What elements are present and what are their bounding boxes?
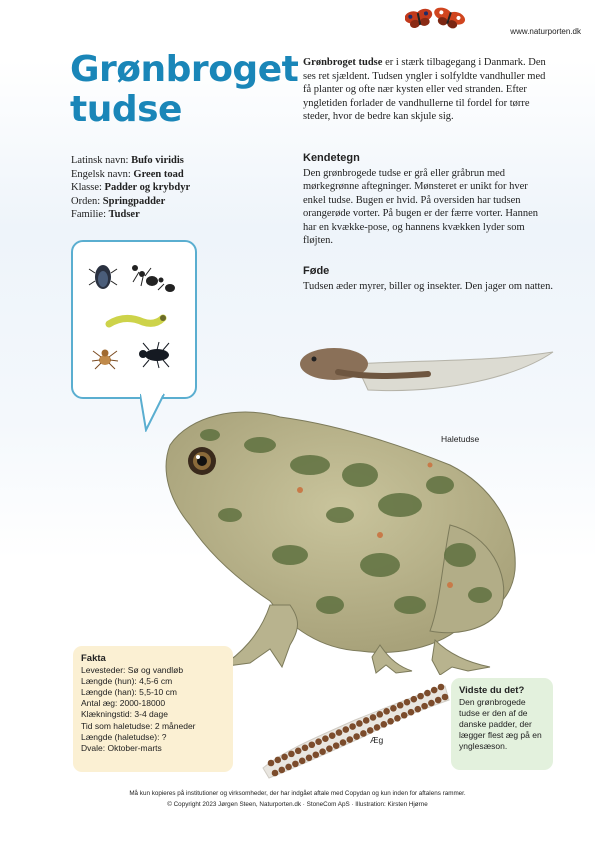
foede-text: Tudsen æder myrer, biller og insekter. Den jager om natten. xyxy=(303,280,553,292)
egg xyxy=(285,764,292,771)
egg xyxy=(299,758,306,765)
egg xyxy=(415,706,422,713)
egg xyxy=(397,702,404,709)
egg xyxy=(387,718,394,725)
egg xyxy=(272,770,279,777)
spider-icon xyxy=(92,350,118,370)
egg xyxy=(288,751,295,758)
eggs-illustration xyxy=(255,680,455,780)
egg xyxy=(394,715,401,722)
beetle-icon xyxy=(89,265,117,289)
fakta-box xyxy=(73,646,233,772)
fakta-line: Tid som haletudse: 2 måneder xyxy=(81,720,196,731)
did-you-know-box xyxy=(451,678,553,770)
page-title: Grønbroget tudse xyxy=(70,49,299,130)
english-name-row: Engelsk navn: Green toad xyxy=(71,168,184,180)
foede-heading: Føde xyxy=(303,265,330,277)
kendetegn-text: Den grønbrogede tudse er grå eller gråbrun med mørkegrønne aftegninger. Mønsteret er unikt for hver enkel tudse. Bugen er hvid. På oversiden har tudsen orangerøde vorter. På bugen er der færre vorter. Hannen har en kvække-pose, og hannens kvækken lyder som fløjten. xyxy=(303,167,538,246)
egg xyxy=(268,760,275,767)
egg xyxy=(306,755,313,762)
egg xyxy=(428,700,435,707)
toad-illustration xyxy=(150,405,530,675)
egg xyxy=(438,684,445,691)
larva-icon xyxy=(109,315,166,324)
egg xyxy=(424,690,431,697)
egg xyxy=(333,742,340,749)
egg xyxy=(322,735,329,742)
egg xyxy=(381,721,388,728)
egg xyxy=(367,727,374,734)
butterfly-icon xyxy=(405,6,467,32)
eggs-label: Æg xyxy=(370,735,384,745)
intro-paragraph xyxy=(303,56,553,124)
egg xyxy=(360,730,367,737)
kendetegn-heading: Kendetegn xyxy=(303,152,360,164)
egg xyxy=(336,729,343,736)
egg xyxy=(408,709,415,716)
fakta-line: Længde (haletudse): ? xyxy=(81,731,167,742)
egg xyxy=(363,717,370,724)
egg xyxy=(377,711,384,718)
egg xyxy=(279,767,286,774)
egg xyxy=(302,745,309,752)
fakta-line: Klækningstid: 3-4 dage xyxy=(81,709,168,720)
fakta-line: Længde (hun): 4,5-6 cm xyxy=(81,676,173,687)
copy-notice: Må kun kopieres på institutioner og virksomheder, der har indgået aftale med Copydan og kun inden for aftalens rammer. xyxy=(129,790,466,797)
egg xyxy=(435,697,442,704)
intro-bold: Grønbroget tudse xyxy=(303,57,383,68)
egg xyxy=(353,733,360,740)
egg xyxy=(404,699,411,706)
egg xyxy=(374,724,381,731)
egg xyxy=(390,705,397,712)
ground-beetle-icon xyxy=(139,342,169,368)
egg xyxy=(329,732,336,739)
egg xyxy=(349,723,356,730)
egg xyxy=(340,739,347,746)
egg xyxy=(315,738,322,745)
tadpole-label: Haletudse xyxy=(441,434,480,444)
foede-section xyxy=(303,265,553,293)
did-you-know-text: Den grønbrogede tudse er den af de danske padder, der lægger flest æg på en ynglesæson. xyxy=(459,697,542,751)
ant-icon xyxy=(132,265,158,286)
egg xyxy=(383,708,390,715)
fakta-heading: Fakta xyxy=(81,653,106,664)
fakta-line: Levesteder: Sø og vandløb xyxy=(81,665,184,676)
egg xyxy=(431,687,438,694)
family-row: Familie: Tudser xyxy=(71,209,140,220)
egg xyxy=(326,745,333,752)
egg xyxy=(295,748,302,755)
egg xyxy=(343,726,350,733)
egg xyxy=(370,714,377,721)
fakta-line: Længde (han): 5,5-10 cm xyxy=(81,687,177,698)
egg xyxy=(281,754,288,761)
egg xyxy=(417,693,424,700)
egg xyxy=(347,736,354,743)
egg xyxy=(313,751,320,758)
egg xyxy=(292,761,299,768)
egg xyxy=(401,712,408,719)
ant-icon-2 xyxy=(158,278,175,293)
fakta-line: Dvale: Oktober-marts xyxy=(81,742,162,753)
egg xyxy=(275,757,282,764)
egg xyxy=(309,741,316,748)
egg xyxy=(442,694,449,701)
copyright: © Copyright 2023 Jørgen Steen, Naturporten.dk · StoneCom ApS · Illustration: Kirsten Hjørne xyxy=(167,801,428,808)
did-you-know-heading: Vidste du det? xyxy=(459,685,525,696)
egg xyxy=(319,748,326,755)
latin-name-row: Latinsk navn: Bufo viridis xyxy=(71,155,184,166)
kendetegn-section xyxy=(303,152,553,248)
class-row: Klasse: Padder og krybdyr xyxy=(71,182,191,193)
egg xyxy=(356,720,363,727)
site-url: www.naturporten.dk xyxy=(510,27,581,36)
tadpole-illustration xyxy=(298,342,558,414)
fakta-line: Antal æg: 2000-18000 xyxy=(81,698,166,709)
egg xyxy=(421,703,428,710)
intro-text: er i stærk tilbagegang i Danmark. Den ses ret sjældent. Tudsen yngler i solfyldte vandhuller med få planter og ofte nær kysten eller ved stranden. Efter yngletiden forlader de vandhullerne til fordel for tørre steder, hvor de bedre kan skjule sig. xyxy=(303,57,546,122)
food-bubble xyxy=(71,240,197,399)
order-row: Orden: Springpadder xyxy=(71,195,166,207)
species-facts xyxy=(71,154,190,222)
egg xyxy=(411,696,418,703)
